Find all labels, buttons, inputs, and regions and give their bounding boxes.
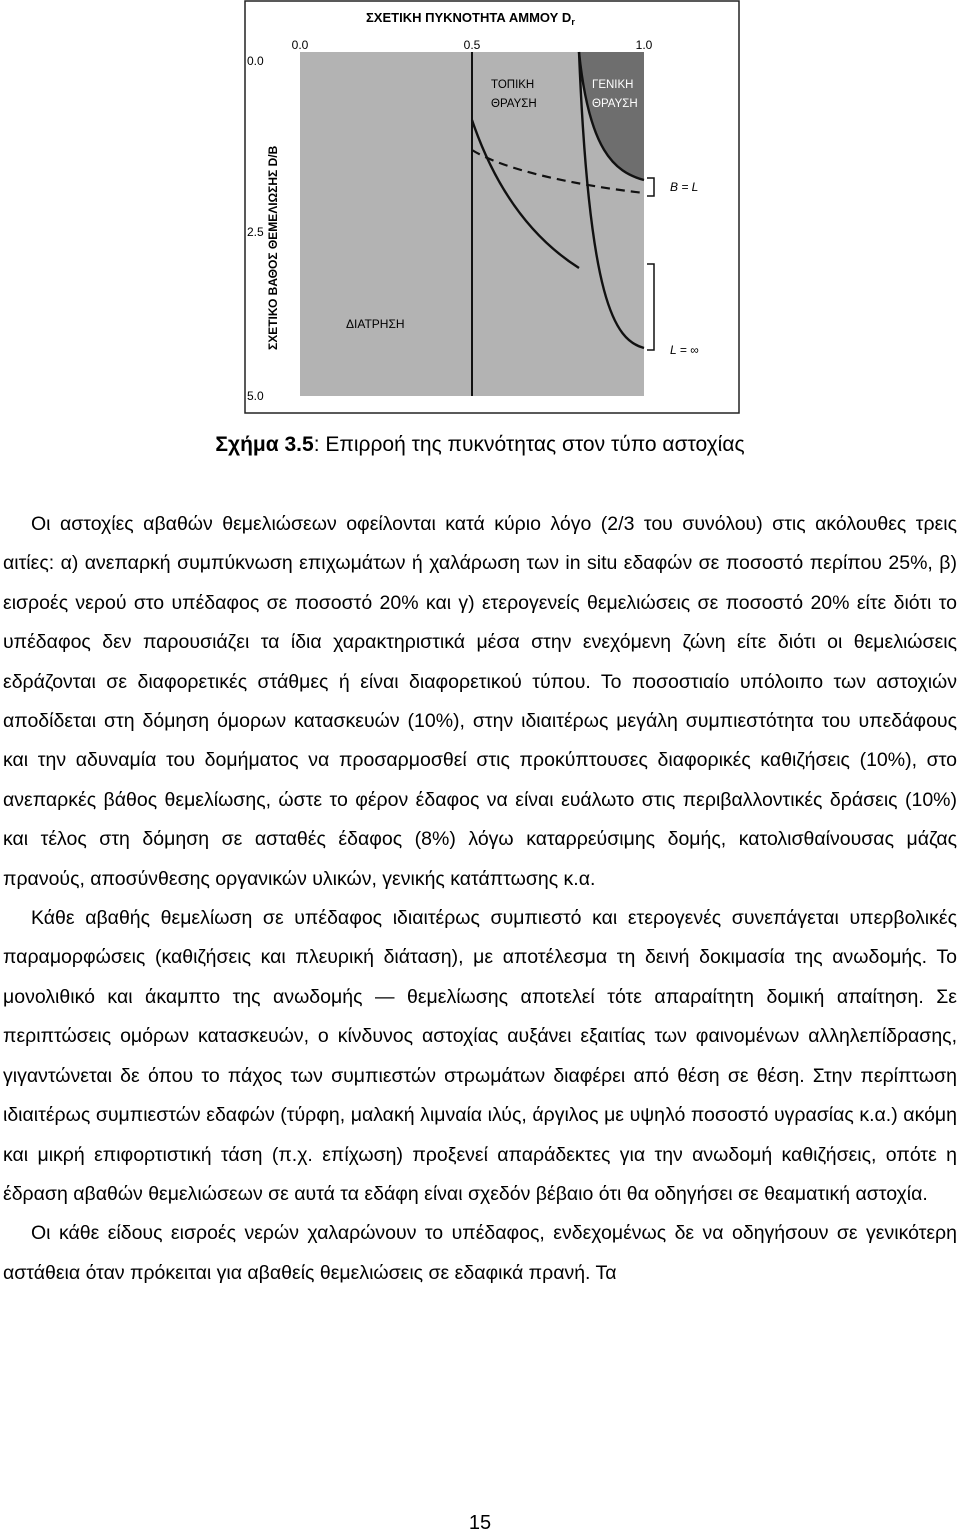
y-tick-1: 2.5 <box>247 225 264 239</box>
page-number: 15 <box>468 1512 492 1534</box>
y-axis-label: ΣΧΕΤΙΚΟ ΒΑΘΟΣ ΘΕΜΕΛΙΩΣΗΣ D/B <box>266 145 280 350</box>
x-tick-0: 0.0 <box>291 38 309 52</box>
paragraph-3: Οι κάθε είδους εισροές νερών χαλαρώνουν το υπέδαφος, ενδεχομένως δε να οδηγήσουν σε γενικότερη αστάθεια όταν πρόκειται για αβαθείς θεμελιώσεις σε εδαφικά πρανή. Τα <box>3 1222 957 1284</box>
figure-caption <box>0 430 960 460</box>
y-tick-2: 5.0 <box>247 389 264 403</box>
square-label: B = L <box>670 180 699 194</box>
zone-general-label-2: ΘΡΑΥΣΗ <box>592 98 638 110</box>
paragraph-1: Οι αστοχίες αβαθών θεμελιώσεων οφείλονται κατά κύριο λόγο (2/3 του συνόλου) στις ακόλουθες τρεις αιτίες: α) ανεπαρκή συμπύκνωση επιχωμάτων ή χαλάρωση των in situ εδαφών σε ποσοστό περίπου 25%, β) εισροές νερού στο υπέδαφος σε ποσοστό 20% και γ) ετερογενείς θεμελιώσεις σε ποσοστό 20% είτε διότι το υπέδαφος δεν παρουσιάζει τα ίδια χαρακτηριστικά μέσα στην ενεχόμενη ζώνη είτε διότι οι θεμελιώσεις εδράζονται σε διαφορετικές στάθμες ή είναι διαφορετικού τύπου. Το ποσοστιαίο υπόλοιπο των αστοχιών αποδίδεται στη δόμηση όμορων κατασκευών (10%), στην ιδιαιτέρως μεγάλη συμπιεστότητα του υπεδάφους και την αδυναμία του δομήματος να προσαρμοσθεί στις προκύπτουσες διαφορικές καθιζήσεις (10%), στο ανεπαρκές βάθος θεμελίωσης, ώστε το φέρον έδαφος να είναι ευάλωτο στις περιβαλλοντικές δράσεις (10%) και τέλος στη δόμηση σε ασταθές έδαφος (8%) λόγω καταρρεύσιμης δομής, κατολισθαίνουσας μάζας πρανούς, αποσύνθεσης οργανικών υλικών, γενικής κατάπτωσης κ.α. <box>3 513 957 890</box>
paragraph-2: Κάθε αβαθής θεμελίωση σε υπέδαφος ιδιαιτέρως συμπιεστό και ετερογενές συνεπάγεται υπερβολικές παραμορφώσεις (καθιζήσεις και πλευρική διάταση), με αποτέλεσμα τη δεινή δοκιμασία της ανωδομής. Το μονολιθικό και άκαμπτο της ανωδομής — θεμελίωσης αποτελεί τότε απαραίτητη δομική απαίτηση. Σε περιπτώσεις ομόρων κατασκευών, ο κίνδυνος αστοχίας αυξάνει εξαιτίας των φαινομένων αλληλεπίδρασης, γιγαντώνεται δε όπου το πάχος των συμπιεστών στρωμάτων διαφέρει από θέση σε θέση. Στην περίπτωση ιδιαιτέρως συμπιεστών εδαφών (τύρφη, μαλακή λιμναία ιλύς, άργιλος με υψηλό ποσοστό υγρασίας κ.α.) ακόμη και μικρή επιφορτιστική τάση (π.χ. επίχωση) προξενεί απαράδεκτες για την ανωδομή καθιζήσεις, οπότε η έδραση αβαθών θεμελιώσεων σε αυτά τα εδάφη είναι σχεδόν βέβαιο ότι θα οδηγήσει σε θεαματική αστοχία. <box>3 907 957 1205</box>
failure-mode-figure <box>244 0 740 414</box>
zone-local-label-2: ΘΡΑΥΣΗ <box>491 98 537 110</box>
caption-text: : Επιρροή της πυκνότητας στον τύπο αστοχίας <box>313 433 745 456</box>
zone-general-label-1: ΓΕΝΙΚΗ <box>592 79 634 91</box>
zone-punching-label: ΔΙΑΤΡΗΣΗ <box>346 317 405 331</box>
zone-local-label-1: ΤΟΠΙΚΗ <box>491 79 535 91</box>
y-tick-0: 0.0 <box>247 54 264 68</box>
strip-label: L = ∞ <box>670 343 699 357</box>
x-tick-1: 0.5 <box>463 38 481 52</box>
figure-title: ΣΧΕΤΙΚΗ ΠΥΚΝΟΤΗΤΑ ΑΜΜΟΥ $D_r$ <box>366 10 575 27</box>
x-tick-2: 1.0 <box>635 38 653 52</box>
caption-prefix: Σχήμα 3.5 <box>215 433 314 456</box>
body-text <box>3 505 957 1293</box>
